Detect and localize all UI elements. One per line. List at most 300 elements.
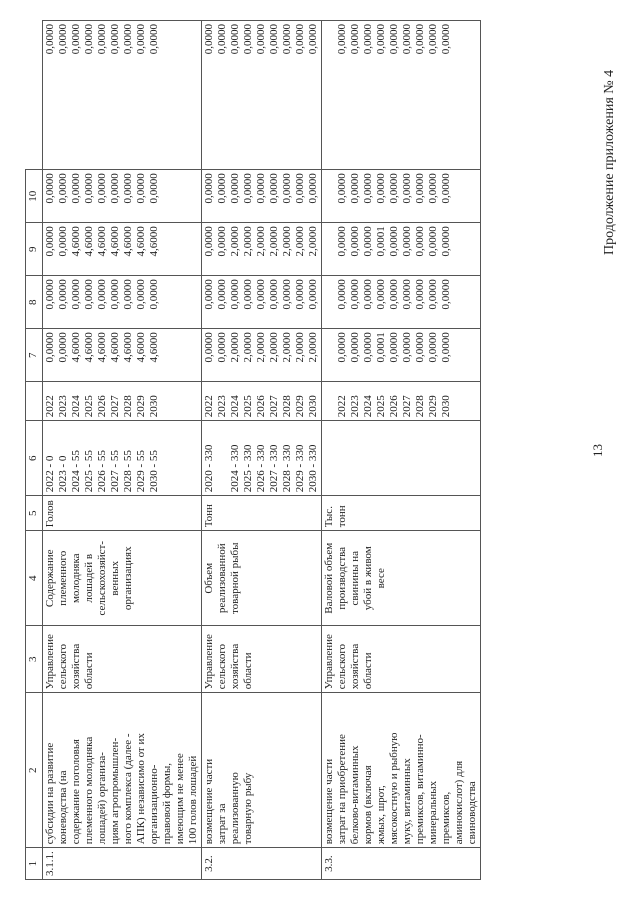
col-10-values-line: 0,0000 (349, 24, 361, 55)
executor-line: Управление (323, 634, 335, 690)
years-line: 2024 (229, 395, 241, 418)
plan-values-line: 2024 - 330 (229, 444, 241, 493)
col-9-values-line: 0,0000 (281, 173, 293, 204)
col-9-values-line: 0,0000 (440, 173, 452, 204)
measure-name-line: 100 голов лошадей (187, 755, 199, 845)
col-9-values-line: 0,0000 (388, 173, 400, 204)
years-line: 2025 (83, 395, 95, 418)
plan-values-line: 2028 - 55 (122, 450, 134, 493)
col-8-values-line: 4,6000 (122, 226, 134, 257)
unit-line: Тонн (203, 504, 215, 528)
col-9-values-line: 0,0000 (203, 173, 215, 204)
col-10-values-line: 0,0000 (122, 24, 134, 55)
plan-values-line: 2026 - 55 (96, 450, 108, 493)
header-col-3: 3 (26, 626, 43, 693)
measure-name-line: ного комплекса (далее - (122, 733, 134, 845)
col-6-values-line: 0,0000 (427, 332, 439, 363)
col-10-values-line: 0,0000 (401, 24, 413, 55)
unit-cell (322, 496, 481, 531)
col-10-values-line: 0,0000 (203, 24, 215, 55)
col-10-values-line: 0,0000 (229, 24, 241, 55)
col-10-values-cell (43, 21, 202, 170)
years-line: 2025 (375, 395, 387, 418)
col-8-values-line: 0,0000 (349, 226, 361, 257)
col-8-values-line: 0,0000 (336, 226, 348, 257)
indicator-line: производства (336, 546, 348, 610)
col-6-values-line: 2,0000 (307, 332, 319, 363)
col-6-values-line: 4,6000 (83, 332, 95, 363)
col-6-values-line: 0,0000 (440, 332, 452, 363)
indicator-line: молодняка (70, 553, 82, 604)
executor-line: хозяйства (70, 643, 82, 690)
appendix-continuation-title: Продолжение приложения № 4 (602, 69, 617, 255)
col-9-values-line: 0,0000 (307, 173, 319, 204)
col-10-values-line: 0,0000 (268, 24, 280, 55)
years-line: 2025 (242, 395, 254, 418)
years-line: 2027 (401, 395, 413, 418)
measure-name-line: содержание поголовья (70, 739, 82, 845)
col-6-values-line: 0,0000 (362, 332, 374, 363)
spacer (323, 279, 336, 325)
col-10-values-line: 0,0000 (96, 24, 108, 55)
col-9-values-line: 0,0000 (122, 173, 134, 204)
col-6-values-line: 4,6000 (122, 332, 134, 363)
col-7-values-line: 0,0000 (44, 279, 56, 310)
col-8-values-line: 2,0000 (268, 226, 280, 257)
col-10-values-line: 0,0000 (388, 24, 400, 55)
years-line: 2022 (336, 395, 348, 418)
col-6-values-line: 0,0000 (414, 332, 426, 363)
col-10-values-line: 0,0000 (375, 24, 387, 55)
measure-name-line: мясокостную и рыбную (388, 732, 400, 845)
measure-name-line: затрат на приобретение (336, 734, 348, 845)
executor-line: хозяйства (229, 643, 241, 690)
plan-values-line: 2022 - 0 (44, 455, 56, 493)
col-7-values-line: 0,0000 (362, 279, 374, 310)
col-7-values-line: 0,0000 (349, 279, 361, 310)
col-6-values-line: 4,6000 (109, 332, 121, 363)
executor-line: сельского (57, 643, 69, 690)
col-10-values-cell (202, 21, 322, 170)
spacer (323, 24, 336, 166)
col-10-values-line: 0,0000 (83, 24, 95, 55)
col-10-values-line: 0,0000 (281, 24, 293, 55)
col-10-values-line: 0,0000 (307, 24, 319, 55)
col-6-values-line: 0,0000 (203, 332, 215, 363)
plan-values-cell (43, 421, 202, 496)
col-10-values-line: 0,0000 (414, 24, 426, 55)
spacer (323, 385, 336, 417)
years-line: 2023 (57, 395, 69, 418)
indicator-cell (202, 531, 322, 626)
col-10-values-line: 0,0000 (148, 24, 160, 55)
indicator-line: свинины на (349, 550, 361, 606)
col-7-values-line: 0,0000 (336, 279, 348, 310)
col-9-values-cell (322, 170, 481, 223)
measure-name-line: премиксов, (440, 791, 452, 845)
col-7-values-line: 0,0000 (242, 279, 254, 310)
indicator-line: организациях (122, 546, 134, 611)
measure-name-line: АПК) независимо от их (135, 733, 147, 845)
indicator-line: Содержание (44, 549, 56, 608)
col-6-values-cell (322, 329, 481, 382)
years-line: 2029 (135, 395, 147, 418)
col-7-values-line: 0,0000 (388, 279, 400, 310)
col-8-values-cell (322, 223, 481, 276)
executor-cell (322, 626, 481, 693)
indicator-line: убой в живом (362, 546, 374, 611)
col-9-values-cell (202, 170, 322, 223)
col-8-values-line: 0,0000 (203, 226, 215, 257)
measure-name-line: коневодства (на (57, 770, 69, 845)
measure-name-line: белково-витаминных (349, 745, 361, 845)
col-6-values-line: 4,6000 (70, 332, 82, 363)
col-7-values-line: 0,0000 (255, 279, 267, 310)
col-7-values-line: 0,0000 (440, 279, 452, 310)
measure-name-cell (43, 693, 202, 848)
header-col-8: 7 (26, 329, 43, 382)
col-6-values-line: 4,6000 (135, 332, 147, 363)
plan-values-line: 2027 - 330 (268, 444, 280, 493)
header-col-4: 4 (26, 531, 43, 626)
years-line: 2028 (122, 395, 134, 418)
years-line: 2024 (70, 395, 82, 418)
table-row (43, 21, 202, 880)
years-line: 2028 (414, 395, 426, 418)
col-6-values-line: 4,6000 (148, 332, 160, 363)
col-6-values-line: 0,0000 (57, 332, 69, 363)
program-measures-table (25, 20, 481, 880)
col-7-values-line: 0,0000 (375, 279, 387, 310)
plan-values-line: 2028 - 330 (281, 444, 293, 493)
unit-cell (202, 496, 322, 531)
col-9-values-line: 0,0000 (109, 173, 121, 204)
plan-values-line: 2029 - 330 (294, 444, 306, 493)
measure-name-line: организационно- (148, 764, 160, 845)
years-line: 2026 (96, 395, 108, 418)
col-10-values-line: 0,0000 (242, 24, 254, 55)
col-9-values-line: 0,0000 (229, 173, 241, 204)
col-6-values-line: 0,0000 (349, 332, 361, 363)
col-8-values-cell (43, 223, 202, 276)
col-9-values-line: 0,0000 (148, 173, 160, 204)
col-9-values-line: 0,0000 (336, 173, 348, 204)
years-line: 2029 (294, 395, 306, 418)
spacer (323, 173, 336, 219)
executor-line: Управление (44, 634, 56, 690)
spacer (323, 332, 336, 378)
years-line: 2022 (203, 395, 215, 418)
indicator-line: Валовой объем (323, 542, 335, 614)
years-line: 2027 (109, 395, 121, 418)
plan-values-line: 2029 - 55 (135, 450, 147, 493)
col-7-values-line: 0,0000 (229, 279, 241, 310)
header-col-6: 6 (26, 421, 43, 496)
years-line: 2030 (440, 395, 452, 418)
col-9-values-line: 0,0000 (57, 173, 69, 204)
col-10-values-line: 0,0000 (362, 24, 374, 55)
executor-cell (43, 626, 202, 693)
executor-line: области (362, 652, 374, 690)
page-number: 13 (590, 444, 605, 457)
col-8-values-line: 0,0000 (362, 226, 374, 257)
spacer (323, 226, 336, 272)
unit-line: Голов (44, 500, 56, 528)
measure-name-line: премиксов, витаминно- (414, 734, 426, 845)
plan-values-line: 2020 - 330 (203, 444, 215, 493)
row-number-cell: 3.1.1. (43, 848, 202, 880)
row-number-cell: 3.3. (322, 848, 481, 880)
years-line: 2022 (44, 395, 56, 418)
col-6-values-line: 2,0000 (242, 332, 254, 363)
col-8-values-line: 4,6000 (83, 226, 95, 257)
plan-values-line: 2030 - 330 (307, 444, 319, 493)
col-7-values-line: 0,0000 (148, 279, 160, 310)
col-8-values-line: 0,0000 (427, 226, 439, 257)
col-8-values-line: 0,0000 (44, 226, 56, 257)
col-7-values-cell (322, 276, 481, 329)
measure-name-line: жмых, шрот, (375, 785, 387, 845)
col-6-values-line: 0,0001 (375, 332, 387, 363)
col-6-values-line: 0,0000 (44, 332, 56, 363)
table-row (202, 21, 322, 880)
measure-name-line: субсидии на развитие (44, 742, 56, 845)
col-10-values-line: 0,0000 (336, 24, 348, 55)
col-10-values-line: 0,0000 (135, 24, 147, 55)
col-8-values-line: 4,6000 (148, 226, 160, 257)
executor-cell (202, 626, 322, 693)
col-8-values-line: 0,0000 (216, 226, 228, 257)
col-10-values-line: 0,0000 (427, 24, 439, 55)
col-7-values-line: 0,0000 (294, 279, 306, 310)
col-8-values-line: 2,0000 (242, 226, 254, 257)
col-10-values-line: 0,0000 (70, 24, 82, 55)
col-10-values-line: 0,0000 (440, 24, 452, 55)
plan-values-line: 2027 - 55 (109, 450, 121, 493)
col-7-values-line: 0,0000 (83, 279, 95, 310)
col-9-values-line: 0,0000 (401, 173, 413, 204)
unit-cell (43, 496, 202, 531)
years-line: 2026 (255, 395, 267, 418)
years-cell (322, 382, 481, 421)
years-line: 2024 (362, 395, 374, 418)
header-col-2: 2 (26, 693, 43, 848)
col-7-values-line: 0,0000 (70, 279, 82, 310)
plan-values-line: 2025 - 330 (242, 444, 254, 493)
header-col-5: 5 (26, 496, 43, 531)
col-8-values-line: 0,0000 (388, 226, 400, 257)
col-9-values-cell (43, 170, 202, 223)
col-6-values-line: 2,0000 (281, 332, 293, 363)
col-8-values-line: 2,0000 (281, 226, 293, 257)
col-7-values-line: 0,0000 (96, 279, 108, 310)
col-8-values-line: 2,0000 (229, 226, 241, 257)
col-8-values-line: 0,0000 (440, 226, 452, 257)
col-9-values-line: 0,0000 (427, 173, 439, 204)
indicator-line: венных (109, 560, 121, 596)
col-7-values-line: 0,0000 (216, 279, 228, 310)
col-6-values-line: 2,0000 (255, 332, 267, 363)
plan-values-line: 2025 - 55 (83, 450, 95, 493)
table-row (322, 21, 481, 880)
unit-line: Тыс. (323, 506, 335, 528)
indicator-line: лошадей в (83, 553, 95, 603)
measure-name-line: муку, витаминных (401, 758, 413, 845)
years-line: 2028 (281, 395, 293, 418)
col-9-values-line: 0,0000 (414, 173, 426, 204)
measure-name-line: племенного молодняка (83, 736, 95, 845)
col-6-values-line: 2,0000 (294, 332, 306, 363)
col-6-values-line: 0,0000 (388, 332, 400, 363)
col-7-values-line: 0,0000 (427, 279, 439, 310)
years-line: 2029 (427, 395, 439, 418)
col-7-values-line: 0,0000 (122, 279, 134, 310)
col-8-values-cell (202, 223, 322, 276)
indicator-line: реализованной (216, 543, 228, 614)
measure-name-cell (322, 693, 481, 848)
col-8-values-line: 4,6000 (96, 226, 108, 257)
measure-name-line: кормов (включая (362, 765, 374, 845)
executor-line: области (83, 652, 95, 690)
col-9-values-line: 0,0000 (362, 173, 374, 204)
years-line: 2023 (216, 395, 228, 418)
plan-values-line: 2030 - 55 (148, 450, 160, 493)
executor-line: Управление (203, 634, 215, 690)
col-8-values-line: 2,0000 (294, 226, 306, 257)
plan-values-line: 2026 - 330 (255, 444, 267, 493)
col-10-values-line: 0,0000 (57, 24, 69, 55)
col-7-values-line: 0,0000 (203, 279, 215, 310)
col-9-values-line: 0,0000 (44, 173, 56, 204)
indicator-cell (43, 531, 202, 626)
col-10-values-line: 0,0000 (109, 24, 121, 55)
col-10-values-line: 0,0000 (44, 24, 56, 55)
measure-name-line: имеющим не менее (174, 753, 186, 845)
col-9-values-line: 0,0000 (70, 173, 82, 204)
table-body (43, 21, 481, 880)
measure-name-cell (202, 693, 322, 848)
col-6-values-line: 0,0000 (216, 332, 228, 363)
executor-line: сельского (336, 643, 348, 690)
col-9-values-line: 0,0000 (242, 173, 254, 204)
measure-name-line: возмещение части (203, 758, 215, 845)
indicator-line: товарной рыбы (229, 542, 241, 614)
col-8-values-line: 0,0001 (375, 226, 387, 257)
measure-name-line: затрат за (216, 803, 228, 845)
col-10-values-line: 0,0000 (216, 24, 228, 55)
years-line: 2026 (388, 395, 400, 418)
years-cell (43, 382, 202, 421)
col-9-values-line: 0,0000 (294, 173, 306, 204)
col-6-values-cell (43, 329, 202, 382)
col-9-values-line: 0,0000 (135, 173, 147, 204)
col-7-values-line: 0,0000 (109, 279, 121, 310)
col-8-values-line: 4,6000 (135, 226, 147, 257)
measure-name-line: минеральных (427, 780, 439, 845)
plan-values-line: 2024 - 55 (70, 450, 82, 493)
indicator-line: сельскохозяйст- (96, 540, 108, 616)
measure-name-line: лошадей) организа- (96, 752, 108, 845)
col-7-values-line: 0,0000 (57, 279, 69, 310)
measure-name-line: свиноводства (466, 781, 478, 845)
col-7-values-line: 0,0000 (401, 279, 413, 310)
header-row (26, 21, 43, 880)
col-8-values-line: 2,0000 (255, 226, 267, 257)
plan-values-line: 2023 - 0 (57, 455, 69, 493)
col-7-values-line: 0,0000 (281, 279, 293, 310)
col-8-values-line: 0,0000 (414, 226, 426, 257)
col-10-values-cell (322, 21, 481, 170)
col-8-values-line: 2,0000 (307, 226, 319, 257)
unit-line: тонн (336, 505, 348, 528)
col-8-values-line: 4,6000 (109, 226, 121, 257)
col-9-values-line: 0,0000 (375, 173, 387, 204)
measure-name-line: возмещение части (323, 758, 335, 845)
header-col-9: 8 (26, 276, 43, 329)
years-line: 2027 (268, 395, 280, 418)
col-9-values-line: 0,0000 (216, 173, 228, 204)
col-9-values-line: 0,0000 (255, 173, 267, 204)
col-7-values-line: 0,0000 (268, 279, 280, 310)
years-line: 2030 (307, 395, 319, 418)
col-6-values-cell (202, 329, 322, 382)
col-9-values-line: 0,0000 (349, 173, 361, 204)
col-10-values-line: 0,0000 (294, 24, 306, 55)
years-cell (202, 382, 322, 421)
indicator-line: Объем (203, 562, 215, 594)
col-7-values-line: 0,0000 (414, 279, 426, 310)
executor-line: области (242, 652, 254, 690)
header-col-11: 10 (26, 170, 43, 223)
plan-values-cell (202, 421, 322, 496)
measure-name-line: аминокислот) для (453, 760, 465, 845)
plan-values-line (216, 424, 229, 492)
plan-values-cell (322, 421, 481, 496)
col-8-values-line: 4,6000 (70, 226, 82, 257)
indicator-line: весе (375, 568, 387, 589)
years-line: 2023 (349, 395, 361, 418)
executor-line: хозяйства (349, 643, 361, 690)
col-9-values-line: 0,0000 (268, 173, 280, 204)
col-7-values-line: 0,0000 (135, 279, 147, 310)
measure-name-line: реализованную (229, 772, 241, 845)
col-6-values-line: 0,0000 (336, 332, 348, 363)
executor-line: сельского (216, 643, 228, 690)
col-8-values-line: 0,0000 (401, 226, 413, 257)
col-10-values-line: 0,0000 (255, 24, 267, 55)
header-col-1: 1 (26, 848, 43, 880)
years-line: 2030 (148, 395, 160, 418)
col-9-values-line: 0,0000 (96, 173, 108, 204)
indicator-line: племенного (57, 550, 69, 606)
measure-name-line: правовой формы, (161, 763, 173, 845)
col-7-values-line: 0,0000 (307, 279, 319, 310)
header-col-7 (26, 382, 43, 421)
measure-name-line: товарную рыбу (242, 772, 254, 845)
header-col-10: 9 (26, 223, 43, 276)
row-number-cell: 3.2. (202, 848, 322, 880)
col-9-values-line: 0,0000 (83, 173, 95, 204)
indicator-cell (322, 531, 481, 626)
measure-name-line: циям агропромышлен- (109, 737, 121, 845)
col-7-values-cell (202, 276, 322, 329)
col-6-values-line: 2,0000 (268, 332, 280, 363)
col-6-values-line: 2,0000 (229, 332, 241, 363)
col-6-values-line: 4,6000 (96, 332, 108, 363)
col-6-values-line: 0,0000 (401, 332, 413, 363)
col-8-values-line: 0,0000 (57, 226, 69, 257)
col-7-values-cell (43, 276, 202, 329)
